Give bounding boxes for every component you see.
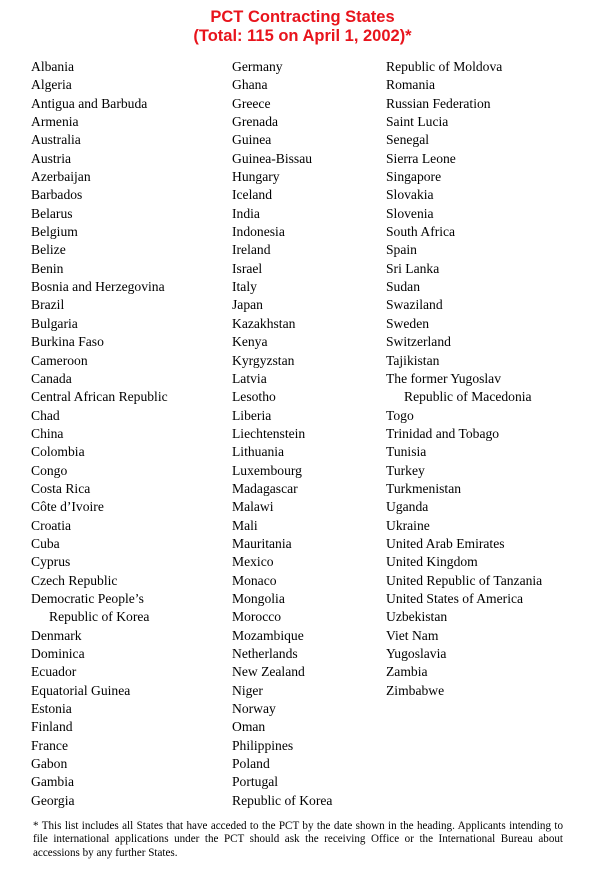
state-name: Saint Lucia: [386, 114, 449, 130]
state-list-item: [232, 296, 382, 314]
state-name: Philippines: [232, 737, 294, 753]
state-name: Viet Nam: [386, 627, 439, 643]
state-list-item: [31, 462, 226, 480]
state-list-item: [232, 718, 382, 736]
state-list-item: [386, 76, 601, 94]
state-list-item: [386, 370, 601, 407]
state-list-item: [31, 718, 226, 736]
state-list-item: [386, 131, 601, 149]
state-name: Latvia: [232, 370, 267, 386]
state-name: Albania: [31, 59, 75, 74]
state-name: Central African Republic: [31, 389, 168, 405]
state-list-item: [31, 131, 226, 149]
state-list-item: [232, 663, 382, 681]
state-name: Sweden: [386, 315, 430, 331]
state-name: Niger: [232, 682, 263, 698]
state-list-item: [31, 737, 226, 755]
state-list-item: [31, 590, 226, 627]
state-list-item: [31, 315, 226, 333]
state-name: Togo: [386, 407, 414, 423]
state-list-item: [31, 58, 226, 76]
state-list-item: [232, 150, 382, 168]
state-list-item: [386, 113, 601, 131]
state-list-item: [232, 95, 382, 113]
state-name: Sudan: [386, 279, 420, 295]
state-name: Estonia: [31, 701, 72, 717]
state-name: Belize: [31, 242, 66, 258]
state-name: Armenia: [31, 114, 79, 130]
state-name: Equatorial Guinea: [31, 682, 131, 698]
state-name: Republic of Korea: [232, 792, 333, 808]
state-name: Russian Federation: [386, 95, 491, 111]
state-list-item: [386, 205, 601, 223]
state-list-item: [386, 241, 601, 259]
state-name: Dominica: [31, 646, 85, 661]
state-name: Netherlands: [232, 646, 298, 661]
state-list-item: [31, 76, 226, 94]
state-list-item: [31, 755, 226, 773]
state-list-item: [232, 76, 382, 94]
state-name: Tunisia: [386, 444, 427, 460]
state-name: Switzerland: [386, 334, 451, 350]
state-list-item: [232, 278, 382, 296]
state-list-item: [232, 223, 382, 241]
state-name: Hungary: [232, 169, 280, 185]
state-list-item: [232, 792, 382, 810]
state-list-item: [386, 682, 601, 700]
state-name: India: [232, 205, 260, 221]
state-list-item: [386, 186, 601, 204]
state-name: Congo: [31, 462, 68, 478]
state-list-item: [386, 58, 601, 76]
state-name: Grenada: [232, 114, 279, 130]
state-name: Mongolia: [232, 590, 285, 606]
state-list-item: [386, 572, 601, 590]
state-list-item: [232, 590, 382, 608]
state-name: Kyrgyzstan: [232, 352, 295, 368]
state-list-item: [232, 700, 382, 718]
state-list-item: [386, 333, 601, 351]
state-name: Greece: [232, 95, 271, 111]
state-name: Zambia: [386, 664, 428, 680]
state-list-item: [31, 168, 226, 186]
state-name: The former Yugoslav: [386, 370, 502, 386]
state-name: Liechtenstein: [232, 425, 306, 441]
state-name: Denmark: [31, 627, 82, 643]
state-list-item: [31, 150, 226, 168]
state-name: Chad: [31, 407, 60, 423]
state-list-item: [31, 682, 226, 700]
state-name: New Zealand: [232, 664, 305, 680]
state-name: Indonesia: [232, 224, 285, 240]
state-list-item: [31, 278, 226, 296]
state-name: United Arab Emirates: [386, 535, 505, 551]
state-name-continuation: Republic of Korea: [49, 609, 150, 625]
state-list-item: [31, 645, 226, 663]
state-name: Austria: [31, 150, 72, 166]
state-name: United Republic of Tanzania: [386, 572, 543, 588]
state-name: Lesotho: [232, 389, 276, 405]
state-name: Colombia: [31, 444, 85, 460]
state-list-item: [31, 700, 226, 718]
state-name: Gabon: [31, 756, 68, 772]
state-list-item: [386, 535, 601, 553]
states-column-2: [232, 58, 382, 810]
state-name: Ghana: [232, 77, 268, 93]
state-list-item: [386, 260, 601, 278]
state-list-item: [31, 333, 226, 351]
state-name: Kenya: [232, 334, 268, 350]
state-name: Swaziland: [386, 297, 443, 313]
state-name: Poland: [232, 756, 270, 772]
state-list-item: [232, 627, 382, 645]
state-name: Canada: [31, 370, 72, 386]
states-column-1: [31, 58, 226, 810]
state-name: United Kingdom: [386, 554, 478, 570]
state-name: Ecuador: [31, 664, 77, 680]
state-name: Luxembourg: [232, 462, 302, 478]
state-name: Turkey: [386, 462, 425, 478]
state-list-item: [31, 517, 226, 535]
state-name: Mauritania: [232, 535, 292, 551]
state-name: Belgium: [31, 224, 78, 240]
state-name: Azerbaijan: [31, 169, 91, 185]
state-name: Singapore: [386, 169, 442, 185]
page-heading: [0, 8, 605, 46]
state-list-item: [232, 388, 382, 406]
state-list-item: [232, 572, 382, 590]
state-name: Finland: [31, 719, 73, 735]
state-name: South Africa: [386, 224, 456, 240]
state-name: Japan: [232, 297, 263, 313]
state-list-item: [232, 645, 382, 663]
state-list-item: [386, 627, 601, 645]
state-name: Iceland: [232, 187, 272, 203]
state-name: Gambia: [31, 774, 75, 790]
state-list-item: [31, 553, 226, 571]
state-list-item: [386, 407, 601, 425]
state-list-item: [386, 150, 601, 168]
state-list-item: [31, 792, 226, 810]
state-list-item: [232, 205, 382, 223]
state-list-item: [386, 168, 601, 186]
state-name: China: [31, 425, 64, 441]
state-list-item: [232, 58, 382, 76]
state-list-item: [232, 370, 382, 388]
state-list-item: [31, 205, 226, 223]
state-list-item: [232, 443, 382, 461]
state-name: Israel: [232, 260, 263, 276]
state-list-item: [386, 480, 601, 498]
state-name: Uzbekistan: [386, 609, 448, 625]
state-list-item: [386, 663, 601, 681]
state-name: Yugoslavia: [386, 646, 447, 661]
state-name: Slovenia: [386, 205, 434, 221]
state-name: Malawi: [232, 499, 274, 515]
state-name: Ireland: [232, 242, 271, 258]
state-list-item: [31, 663, 226, 681]
state-name: Belarus: [31, 205, 73, 221]
state-name: Bulgaria: [31, 315, 78, 331]
state-list-item: [232, 517, 382, 535]
state-list-item: [31, 498, 226, 516]
state-name: Ukraine: [386, 517, 430, 533]
state-list-item: [232, 260, 382, 278]
state-name: Norway: [232, 701, 276, 717]
state-list-item: [386, 315, 601, 333]
state-name: Benin: [31, 260, 64, 276]
state-name: Barbados: [31, 187, 83, 203]
state-list-item: [232, 315, 382, 333]
state-list-item: [232, 131, 382, 149]
state-list-item: [31, 223, 226, 241]
state-list-item: [232, 113, 382, 131]
state-list-item: [31, 480, 226, 498]
state-list-item: [31, 388, 226, 406]
state-list-item: [31, 241, 226, 259]
state-list-item: [31, 296, 226, 314]
state-list-item: [386, 608, 601, 626]
state-list-item: [386, 425, 601, 443]
state-name: Liberia: [232, 407, 272, 423]
state-list-item: [386, 645, 601, 663]
state-name: Italy: [232, 279, 257, 295]
state-list-item: [31, 572, 226, 590]
state-name: Cameroon: [31, 352, 88, 368]
state-name: Kazakhstan: [232, 315, 296, 331]
state-list-item: [31, 443, 226, 461]
state-name: Turkmenistan: [386, 480, 462, 496]
state-list-item: [386, 517, 601, 535]
state-list-item: [232, 553, 382, 571]
state-list-item: [31, 186, 226, 204]
state-list-item: [31, 627, 226, 645]
state-name: Croatia: [31, 517, 72, 533]
footnote: * This list includes all States that have acceded to the PCT by the date shown in the heading. Applicants intending to file international applications under the PCT should ask the receiving Office or the International Bureau about accessions by any further States.: [33, 820, 563, 859]
state-name: Bosnia and Herzegovina: [31, 279, 165, 295]
state-list-item: [386, 278, 601, 296]
state-name: Australia: [31, 132, 81, 148]
state-list-item: [31, 95, 226, 113]
state-list-item: [232, 682, 382, 700]
page-subtitle: (Total: 115 on April 1, 2002)*: [193, 27, 412, 45]
state-list-item: [31, 113, 226, 131]
state-name: Democratic People’s: [31, 590, 144, 606]
state-list-item: [232, 773, 382, 791]
state-list-item: [386, 95, 601, 113]
state-name: Sri Lanka: [386, 260, 440, 276]
state-name: Monaco: [232, 572, 277, 588]
state-name: Mali: [232, 517, 258, 533]
state-name: Brazil: [31, 297, 65, 313]
state-list-item: [31, 535, 226, 553]
state-name: Guinea: [232, 132, 272, 148]
state-list-item: [386, 223, 601, 241]
state-name: Romania: [386, 77, 436, 93]
state-name: Lithuania: [232, 444, 285, 460]
state-name: Zimbabwe: [386, 682, 445, 698]
state-list-item: [232, 535, 382, 553]
state-name: Georgia: [31, 792, 75, 808]
state-list-item: [386, 352, 601, 370]
state-name: Mozambique: [232, 627, 304, 643]
state-list-item: [31, 260, 226, 278]
state-list-item: [232, 498, 382, 516]
state-name: Republic of Moldova: [386, 59, 503, 74]
state-name: Trinidad and Tobago: [386, 425, 500, 441]
state-name: Slovakia: [386, 187, 434, 203]
state-list-item: [386, 498, 601, 516]
state-name: Antigua and Barbuda: [31, 95, 148, 111]
state-list-item: [232, 608, 382, 626]
state-list-item: [232, 480, 382, 498]
state-list-item: [386, 553, 601, 571]
state-name: Madagascar: [232, 480, 298, 496]
state-list-item: [232, 186, 382, 204]
state-name: United States of America: [386, 590, 524, 606]
state-name: Germany: [232, 59, 283, 74]
state-list-item: [31, 425, 226, 443]
page-title: PCT Contracting States: [210, 8, 395, 26]
state-list-item: [232, 425, 382, 443]
state-name: Burkina Faso: [31, 334, 104, 350]
state-name: Spain: [386, 242, 417, 258]
state-list-item: [386, 296, 601, 314]
state-name: Portugal: [232, 774, 279, 790]
state-name: France: [31, 737, 68, 753]
state-name: Czech Republic: [31, 572, 118, 588]
state-name: Sierra Leone: [386, 150, 456, 166]
state-list-item: [232, 407, 382, 425]
state-list-item: [386, 590, 601, 608]
state-list-item: [232, 168, 382, 186]
state-list-item: [232, 737, 382, 755]
state-name: Tajikistan: [386, 352, 440, 368]
state-name: Côte d’Ivoire: [31, 499, 104, 515]
state-name: Uganda: [386, 499, 429, 515]
state-name: Oman: [232, 719, 266, 735]
state-name: Morocco: [232, 609, 282, 625]
state-name: Algeria: [31, 77, 72, 93]
state-name: Mexico: [232, 554, 274, 570]
state-list-item: [386, 462, 601, 480]
state-name: Guinea-Bissau: [232, 150, 313, 166]
state-list-item: [31, 773, 226, 791]
state-list-item: [386, 443, 601, 461]
state-name: Cyprus: [31, 554, 71, 570]
state-list-item: [31, 370, 226, 388]
state-name: Costa Rica: [31, 480, 91, 496]
state-list-item: [232, 462, 382, 480]
state-list-item: [232, 333, 382, 351]
state-list-item: [31, 352, 226, 370]
state-list-item: [232, 755, 382, 773]
state-list-item: [232, 241, 382, 259]
state-name: Cuba: [31, 535, 60, 551]
state-list-item: [232, 352, 382, 370]
states-column-3: [386, 58, 601, 700]
state-name: Senegal: [386, 132, 430, 148]
state-list-item: [31, 407, 226, 425]
state-name-continuation: Republic of Macedonia: [404, 389, 532, 405]
